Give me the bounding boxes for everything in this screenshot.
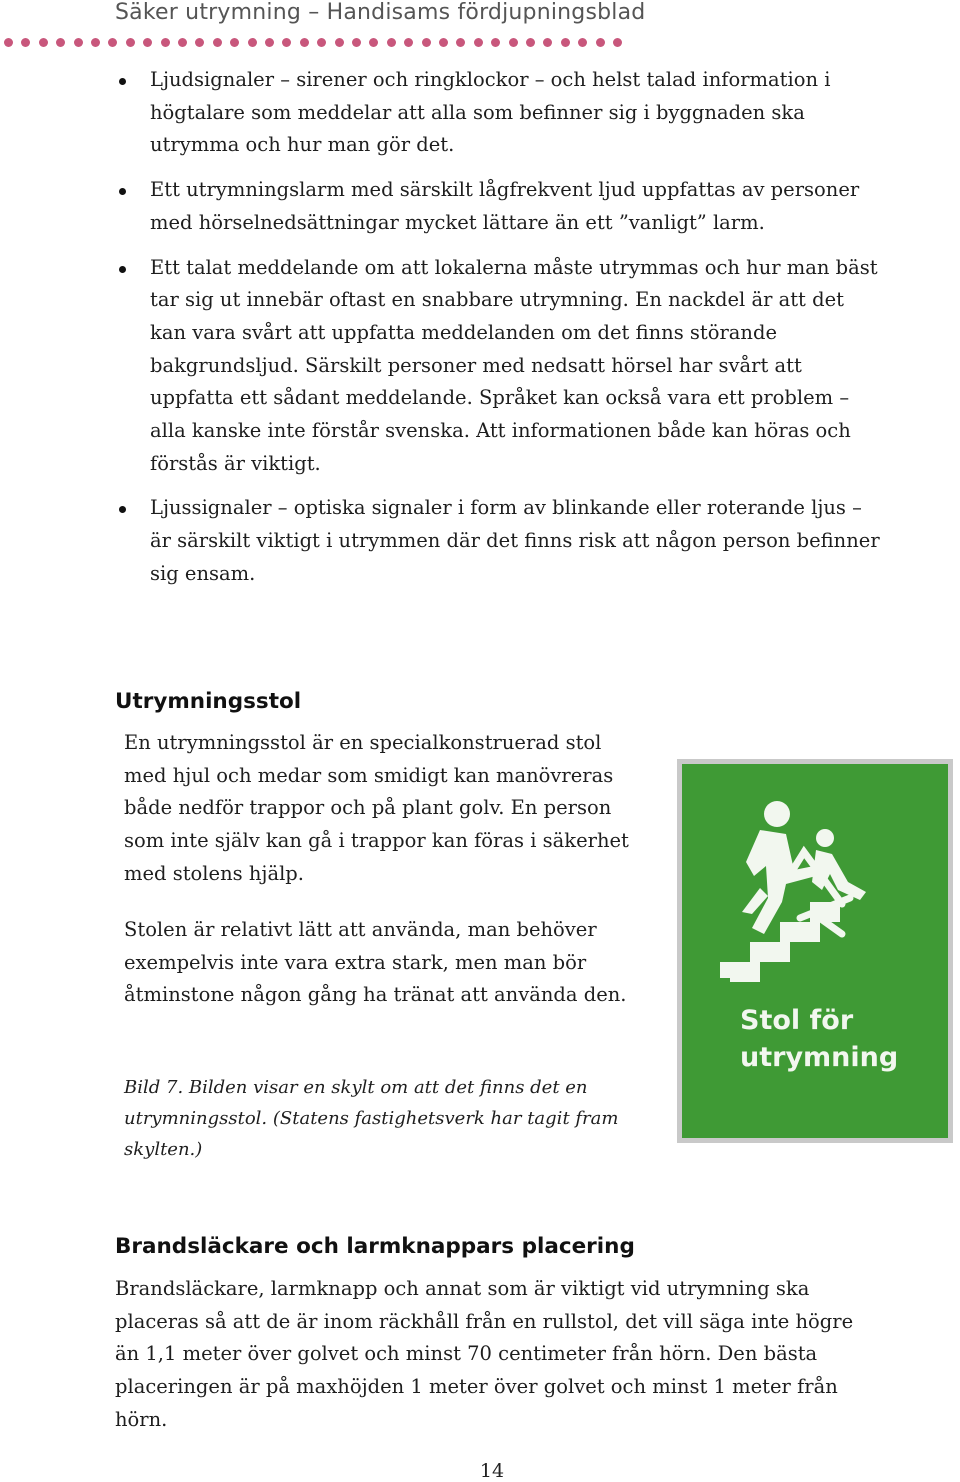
decorative-dot [561, 38, 570, 47]
decorative-dot [578, 38, 587, 47]
decorative-dot [300, 38, 309, 47]
running-header: Säker utrymning – Handisams fördjupningsblad [115, 0, 646, 25]
sign-label-line-1: Stol för [740, 1005, 854, 1036]
bullet-item: Ett utrymningslarm med särskilt lågfrekvent ljud uppfattas av personer med hörselnedsättningar mycket lättare än ett ”vanligt” larm. [115, 174, 885, 239]
decorative-dot [456, 38, 465, 47]
decorative-dot [526, 38, 535, 47]
bullet-item: Ljussignaler – optiska signaler i form av blinkande eller roterande ljus – är särskilt viktigt i utrymmen där det finns risk att någon person befinner sig ensam. [115, 492, 885, 590]
decorative-dot [161, 38, 170, 47]
decorative-dot [596, 38, 605, 47]
figure-caption: Bild 7. Bilden visar en skylt om att det finns det en utrymningsstol. (Statens fastighetsverk har tagit fram skylten.) [124, 1077, 619, 1160]
decorative-dot [422, 38, 431, 47]
decorative-dot [474, 38, 483, 47]
decorative-dot [509, 38, 518, 47]
section-heading-utrymningsstol: Utrymningsstol [115, 689, 302, 714]
bullet-item: Ett talat meddelande om att lokalerna måste utrymmas och hur man bäst tar sig ut innebär oftast en snabbare utrymning. En nackdel är att det kan vara svårt att uppfatta meddelanden om det finns störande bakgrundsljud. Särskilt personer med nedsatt hörsel har svårt att uppfatta ett sådant meddelande. Språket kan också vara ett problem – alla kanske inte förstår svenska. Att informationen både kan höras och förstås är viktigt. [115, 252, 885, 481]
decorative-dot [195, 38, 204, 47]
evacuation-chair-sign-photo [677, 759, 953, 1143]
decorative-dot [439, 38, 448, 47]
decorative-dot [613, 38, 622, 47]
decorative-dot-rule [0, 38, 640, 50]
decorative-dot [91, 38, 100, 47]
decorative-dot [213, 38, 222, 47]
decorative-dot [39, 38, 48, 47]
decorative-dot [126, 38, 135, 47]
bullet-item: Ljudsignaler – sirener och ringklockor – och helst talad information i högtalare som meddelar att alla som befinner sig i byggnaden ska utrymma och hur man gör det. [115, 64, 885, 162]
decorative-dot [143, 38, 152, 47]
decorative-dot [108, 38, 117, 47]
page-number: 14 [479, 1460, 505, 1482]
chair-paragraph-1: En utrymningsstol är en specialkonstruerad stol med hjul och medar som smidigt kan manövreras både nedför trappor och på plant golv. En person som inte själv kan gå i trappor kan föras i säkerhet med stolens hjälp. [124, 731, 629, 885]
decorative-dot [21, 38, 30, 47]
extinguisher-paragraph: Brandsläckare, larmknapp och annat som är viktigt vid utrymning ska placeras så att de är inom räckhåll från en rullstol, det vill säga inte högre än 1,1 meter över golvet och minst 70 centimeter från hörn. Den bästa placeringen är på maxhöjden 1 meter över golvet och minst 1 meter från hörn. [115, 1277, 854, 1431]
chair-paragraph-2: Stolen är relativt lätt att använda, man behöver exempelvis inte vara extra stark, men man bör åtminstone någon gång ha tränat att använda den. [124, 918, 627, 1007]
stair-chair-pictogram-icon [682, 764, 948, 1138]
decorative-dot [404, 38, 413, 47]
decorative-dot [335, 38, 344, 47]
evacuation-chair-sign [682, 764, 948, 1138]
decorative-dot [265, 38, 274, 47]
bullet-list [115, 64, 885, 603]
decorative-dot [282, 38, 291, 47]
decorative-dot [74, 38, 83, 47]
decorative-dot [369, 38, 378, 47]
decorative-dot [230, 38, 239, 47]
sign-label-line-2: utrymning [740, 1042, 899, 1073]
decorative-dot [352, 38, 361, 47]
decorative-dot [317, 38, 326, 47]
decorative-dot [543, 38, 552, 47]
decorative-dot [387, 38, 396, 47]
decorative-dot [56, 38, 65, 47]
section-heading-brandslackare: Brandsläckare och larmknappars placering [115, 1234, 635, 1259]
sign-label [740, 1002, 898, 1076]
decorative-dot [4, 38, 13, 47]
decorative-dot [248, 38, 257, 47]
decorative-dot [491, 38, 500, 47]
decorative-dot [178, 38, 187, 47]
